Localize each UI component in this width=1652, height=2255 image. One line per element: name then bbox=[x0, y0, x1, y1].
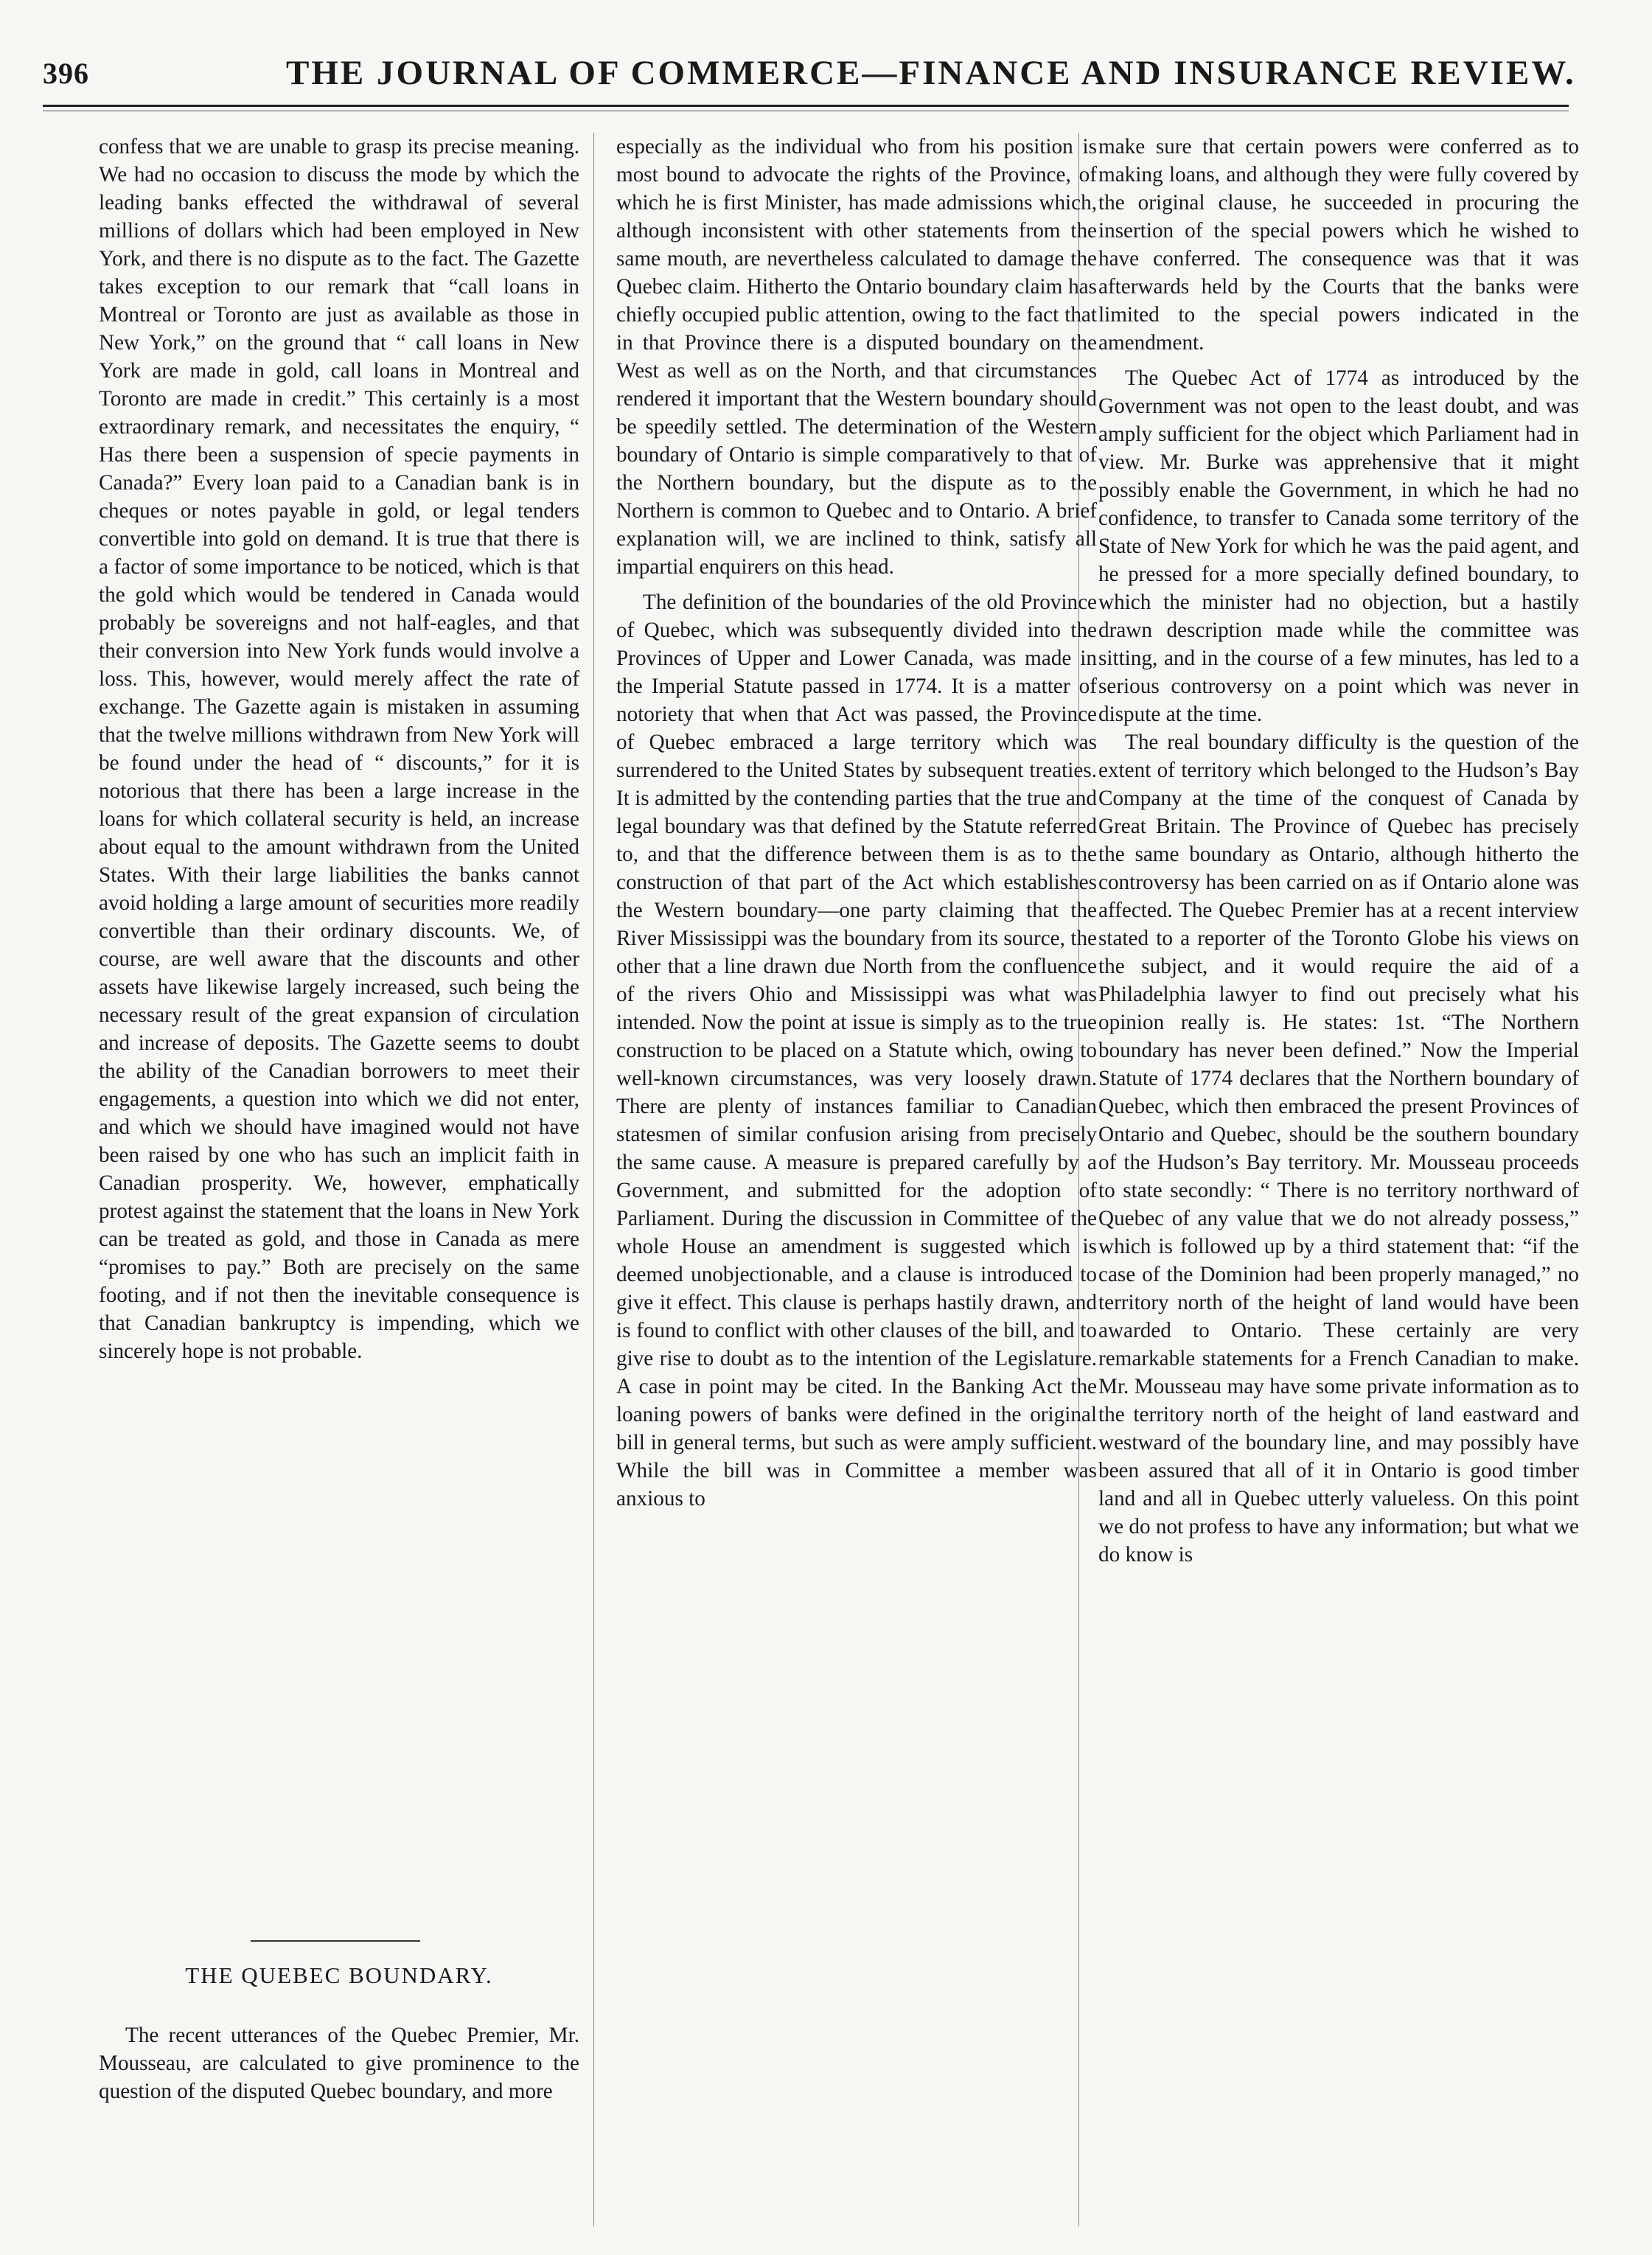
paragraph: especially as the individual who from his position is most bound to advocate the rights of the Province, of which he is first Minister, has made admissions which, although inconsistent with other statements from the same mouth, are nevertheless calculated to damage the Quebec claim. Hitherto the Ontario boundary claim has chiefly occupied public attention, owing to the fact that in that Province there is a disputed boundary on the West as well as on the North, and that circumstances rendered it important that the Western boundary should be speedily settled. The determination of the Western boundary of Ontario is simple comparatively to that of the Northern boundary, but the dispute as to the Northern is common to Quebec and to Ontario. A brief explanation will, we are inclined to think, satisfy all impartial enquirers on this head. bbox=[616, 135, 1097, 579]
section-heading: THE QUEBEC BOUNDARY. bbox=[185, 1962, 493, 1988]
column-divider bbox=[593, 133, 594, 2226]
column-1-section bbox=[99, 2021, 579, 2105]
paragraph: The real boundary difficulty is the question of the extent of territory which belonged to the Hudson’s Bay Company at the time of the conquest of Canada by Great Britain. The Province of Quebec has precisely the same boundary as Ontario, although hitherto the controversy has been carried on as if Ontario alone was affected. The Quebec Premier has at a recent interview stated to a reporter of the Toronto Globe his views on the subject, and it would require the aid of a Philadelphia lawyer to find out precisely what his opinion really is. He states: 1st. “The Northern boundary has never been defined.” Now the Imperial Statute of 1774 declares that the Northern boundary of Quebec, which then embraced the present Provinces of Ontario and Quebec, should be the southern boundary of the Hudson’s Bay territory. Mr. Mousseau proceeds to state secondly: “ There is no territory northward of Quebec of any value that we do not already possess,” which is followed up by a third statement that: “if the case of the Dominion had been properly managed,” no territory north of the height of land would have been awarded to Ontario. These certainly are very remarkable statements for a French Canadian to make. Mr. Mousseau may have some private information as to the territory north of the height of land eastward and westward of the boundary line, and may possibly have been assured that all of it in Ontario is good timber land and all in Quebec utterly valueless. On this point we do not profess to have any information; but what we do know is bbox=[1098, 731, 1579, 1566]
column-1 bbox=[99, 133, 579, 1365]
paragraph: The Quebec Act of 1774 as introduced by the Government was not open to the least doubt, and was amply sufficient for the object which Parliament had in view. Mr. Burke was apprehensive that it might possibly enable the Government, in which he had no confidence, to transfer to Canada some territory of the State of New York for which he was the paid agent, and he pressed for a more specially defined boundary, to which the minister had no objection, but a hastily drawn description made while the committee was sitting, and in the course of a few minutes, has led to a serious controversy on a point which was never in dispute at the time. bbox=[1098, 366, 1579, 726]
page-header bbox=[43, 53, 1576, 102]
page-number: 396 bbox=[43, 57, 89, 90]
column-2 bbox=[616, 133, 1097, 1513]
column-3 bbox=[1098, 133, 1579, 1569]
running-title: THE JOURNAL OF COMMERCE—FINANCE AND INSURANCE REVIEW. bbox=[286, 54, 1576, 92]
header-rule bbox=[43, 105, 1569, 107]
paragraph: confess that we are unable to grasp its precise meaning. We had no occasion to discuss the mode by which the leading banks effected the withdrawal of several millions of dollars which had been employed in New York, and there is no dispute as to the fact. The Gazette takes exception to our remark that “call loans in Montreal or Toronto are just as available as those in New York,” on the ground that “ call loans in New York are made in gold, call loans in Montreal and Toronto are made in credit.” This certainly is a most extraordinary remark, and necessitates the enquiry, “ Has there been a suspension of specie payments in Canada?” Every loan paid to a Canadian bank is in cheques or notes payable in gold, or legal tenders convertible into gold on demand. It is true that there is a factor of some importance to be noticed, which is that the gold which would be tendered in Canada would probably be sovereigns and not half-eagles, and that their conversion into New York funds would involve a loss. This, however, would merely affect the rate of exchange. The Gazette again is mistaken in assuming that the twelve millions withdrawn from New York will be found under the head of “ discounts,” for it is notorious that there has been a large increase in the loans for which collateral security is held, an increase about equal to the amount withdrawn from the United States. With their large liabilities the banks cannot avoid holding a large amount of securities more readily convertible than their ordinary discounts. We, of course, are well aware that the discounts and other assets have likewise largely increased, such being the necessary result of the great expansion of circulation and increase of deposits. The Gazette seems to doubt the ability of the Canadian borrowers to meet their engagements, a question into which we did not enter, and which we should have imagined would not have been raised by one who has such an implicit faith in Canadian prosperity. We, however, emphatically protest against the statement that the loans in New York can be treated as gold, and those in Canada as mere “promises to pay.” Both are precisely on the same footing, and if not then the inevitable consequence is that Canadian bankruptcy is impending, which we sincerely hope is not probable. bbox=[99, 135, 579, 1363]
paragraph: The recent utterances of the Quebec Premier, Mr. Mousseau, are calculated to give prominence to the question of the disputed Quebec boundary, and more bbox=[99, 2024, 579, 2103]
paragraph: make sure that certain powers were conferred as to making loans, and although they were fully covered by the original clause, he succeeded in procuring the insertion of the special powers which he wished to have conferred. The consequence was that it was afterwards held by the Courts that the banks were limited to the special powers indicated in the amendment. bbox=[1098, 135, 1579, 355]
section-divider bbox=[251, 1940, 420, 1942]
paragraph: The definition of the boundaries of the old Province of Quebec, which was subsequently divided into the Provinces of Upper and Lower Canada, was made in the Imperial Statute passed in 1774. It is a matter of notoriety that when that Act was passed, the Province of Quebec embraced a large territory which was surrendered to the United States by subsequent treaties. It is admitted by the contending parties that the true and legal boundary was that defined by the Statute referred to, and that the difference between them is as to the construction of that part of the Act which establishes the Western boundary—one party claiming that the River Mississippi was the boundary from its source, the other that a line drawn due North from the confluence of the rivers Ohio and Mississippi was what was intended. Now the point at issue is simply as to the true construction to be placed on a Statute which, owing to well-known circumstances, was very loosely drawn. There are plenty of instances familiar to Canadian statesmen of similar confusion arising from precisely the same cause. A measure is prepared carefully by a Government, and submitted for the adoption of Parliament. During the discussion in Committee of the whole House an amendment is suggested which is deemed unobjectionable, and a clause is introduced to give it effect. This clause is perhaps hastily drawn, and is found to conflict with other clauses of the bill, and to give rise to doubt as to the intention of the Legislature. A case in point may be cited. In the Banking Act the loaning powers of banks were defined in the original bill in general terms, but such as were amply sufficient. While the bill was in Committee a member was anxious to bbox=[616, 590, 1097, 1510]
